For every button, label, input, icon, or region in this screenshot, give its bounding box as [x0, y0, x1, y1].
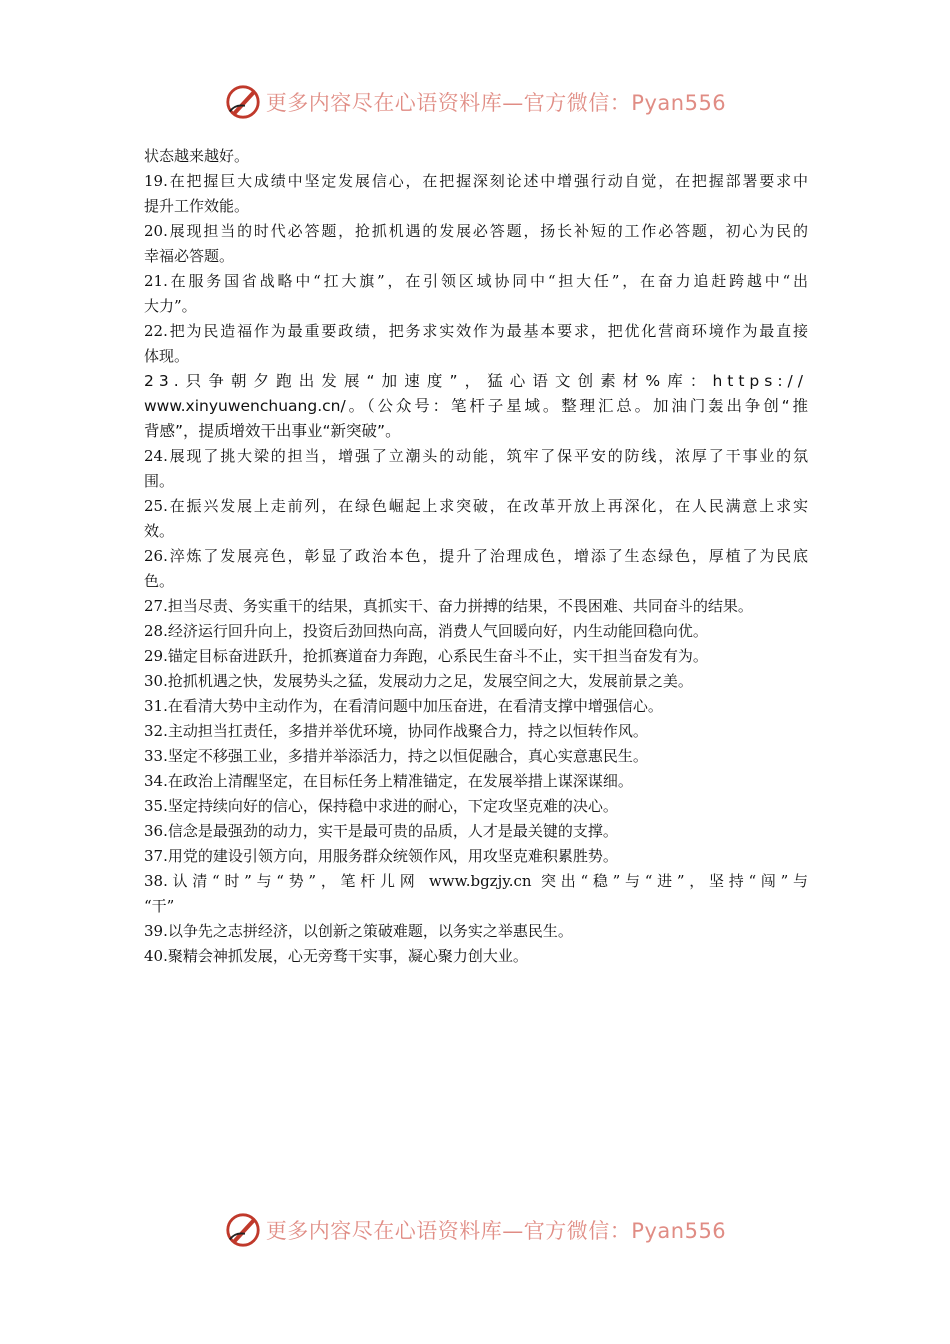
- text-line: 色。: [144, 572, 175, 590]
- text-line: 28.经济运行回升向上，投资后劲回热向高，消费人气回暖向好，内生动能回稳向优。: [144, 622, 708, 640]
- header-watermark-banner: [0, 80, 950, 124]
- text-line: 27.担当尽责、务实重干的结果，真抓实干、奋力拼搏的结果，不畏困难、共同奋斗的结果。: [144, 597, 753, 615]
- text-line: 34.在政治上清醒坚定，在目标任务上精准锚定，在发展举措上谋深谋细。: [144, 772, 633, 790]
- text-line: 30.抢抓机遇之快，发展势头之猛，发展动力之足，发展空间之大，发展前景之美。: [144, 672, 693, 690]
- footer-watermark-banner: [0, 1208, 950, 1252]
- text-line: 32.主动担当扛责任，多措并举优环境，协同作战聚合力，持之以恒转作风。: [144, 722, 648, 740]
- text-line-highlight: www.xinyuwenchuang.cn/。（公众号：笔杆子星域。整理汇总。加油门轰出争创“推: [144, 397, 808, 415]
- text-line: 40.聚精会神抓发展，心无旁骛干实事，凝心聚力创大业。: [144, 947, 528, 965]
- text-line: 36.信念是最强劲的动力，实干是最可贵的品质，人才是最关键的支撑。: [144, 822, 618, 840]
- text-line: 围。: [144, 472, 175, 490]
- text-line: 幸福必答题。: [144, 247, 235, 265]
- pen-nib-logo-icon: [224, 1211, 262, 1249]
- text-line: 体现。: [144, 347, 190, 365]
- text-line: 21.在服务国省战略中“扛大旗”，在引领区域协同中“担大任”，在奋力追赶跨越中“出: [144, 272, 808, 290]
- text-line: 39.以争先之志拼经济，以创新之策破难题，以务实之举惠民生。: [144, 922, 573, 940]
- text-line: 大力”。: [144, 297, 197, 315]
- header-watermark-text: 更多内容尽在心语资料库—官方微信：Pyan556: [265, 91, 727, 115]
- text-line: 提升工作效能。: [144, 197, 250, 215]
- text-line: 24.展现了挑大梁的担当，增强了立潮头的动能，筑牢了保平安的防线，浓厚了干事业的氛: [144, 447, 808, 465]
- text-line: 33.坚定不移强工业，多措并举添活力，持之以恒促融合，真心实意惠民生。: [144, 747, 648, 765]
- text-line: 31.在看清大势中主动作为，在看清问题中加压奋进，在看清支撑中增强信心。: [144, 697, 663, 715]
- document-body: [144, 144, 808, 969]
- text-line: 37.用党的建设引领方向，用服务群众统领作风，用攻坚克难积累胜势。: [144, 847, 618, 865]
- pen-nib-logo-icon: [224, 83, 262, 121]
- text-line-highlight: 背感”，提质增效干出事业“新突破”。: [144, 422, 401, 440]
- text-line-highlight: 23.只争朝夕跑出发展“加速度”，猛心语文创素材%库：https://: [144, 372, 808, 390]
- text-line: 19.在把握巨大成绩中坚定发展信心，在把握深刻论述中增强行动自觉，在把握部署要求中: [144, 172, 808, 190]
- text-line: 状态越来越好。: [144, 147, 250, 165]
- text-line: 效。: [144, 522, 175, 540]
- text-line: 20.展现担当的时代必答题，抢抓机遇的发展必答题，扬长补短的工作必答题，初心为民的: [144, 222, 808, 240]
- text-line: 26.淬炼了发展亮色，彰显了政治本色，提升了治理成色，增添了生态绿色，厚植了为民底: [144, 547, 808, 565]
- text-line: 35.坚定持续向好的信心，保持稳中求进的耐心，下定攻坚克难的决心。: [144, 797, 618, 815]
- text-line: 29.锚定目标奋进跃升，抢抓赛道奋力奔跑，心系民生奋斗不止，实干担当奋发有为。: [144, 647, 708, 665]
- text-line: 25.在振兴发展上走前列，在绿色崛起上求突破，在改革开放上再深化，在人民满意上求实: [144, 497, 808, 515]
- footer-watermark-text: 更多内容尽在心语资料库—官方微信：Pyan556: [265, 1219, 727, 1243]
- text-line: “干”: [144, 897, 175, 915]
- text-line: 38.认清“时”与“势”，笔杆儿网 www.bgzjy.cn 突出“稳”与“进”，坚持“闯”与: [144, 872, 808, 890]
- text-line: 22.把为民造福作为最重要政绩，把务求实效作为最基本要求，把优化营商环境作为最直接: [144, 322, 808, 340]
